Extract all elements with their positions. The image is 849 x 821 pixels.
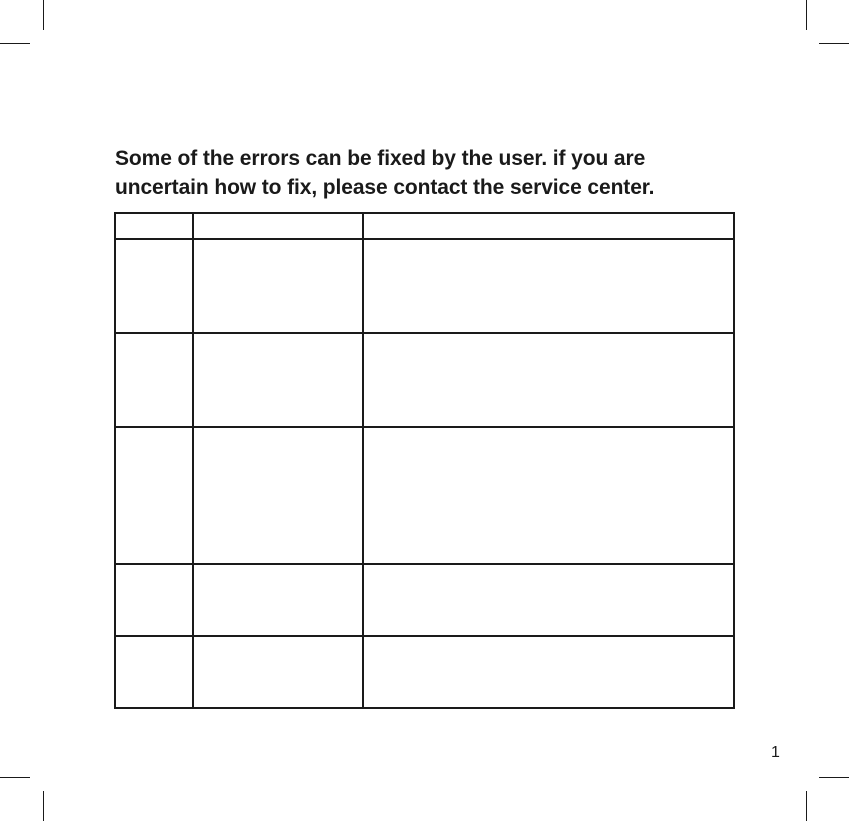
crop-mark-top-right-horizontal xyxy=(819,43,849,44)
crop-mark-top-left-horizontal xyxy=(0,43,30,44)
error-table xyxy=(114,212,735,709)
table-header-cell xyxy=(363,213,734,239)
table-row xyxy=(115,564,734,636)
table-cell xyxy=(115,239,193,333)
table-cell xyxy=(193,239,363,333)
intro-text xyxy=(115,144,755,202)
page-number: 1 xyxy=(771,744,780,761)
table-cell xyxy=(193,427,363,564)
table-cell xyxy=(363,636,734,708)
table-cell xyxy=(363,333,734,427)
table-cell xyxy=(363,239,734,333)
table-cell xyxy=(363,564,734,636)
table-cell xyxy=(115,636,193,708)
table-header-cell xyxy=(115,213,193,239)
table-cell xyxy=(193,564,363,636)
table-cell xyxy=(115,427,193,564)
crop-mark-bottom-left-vertical xyxy=(43,791,44,821)
crop-mark-top-left-vertical xyxy=(43,0,44,30)
crop-mark-top-right-vertical xyxy=(806,0,807,30)
table-cell xyxy=(193,333,363,427)
crop-mark-bottom-left-horizontal xyxy=(0,777,30,778)
table-cell xyxy=(363,427,734,564)
table-row xyxy=(115,239,734,333)
table-row xyxy=(115,427,734,564)
crop-mark-bottom-right-vertical xyxy=(806,791,807,821)
table-row xyxy=(115,333,734,427)
table-header-row xyxy=(115,213,734,239)
table-header-cell xyxy=(193,213,363,239)
intro-line-2: uncertain how to fix, please contact the service center. xyxy=(115,176,655,199)
table-cell xyxy=(193,636,363,708)
table-row xyxy=(115,636,734,708)
crop-mark-bottom-right-horizontal xyxy=(819,777,849,778)
intro-line-1: Some of the errors can be fixed by the user. if you are xyxy=(115,147,646,170)
table-cell xyxy=(115,333,193,427)
table-cell xyxy=(115,564,193,636)
